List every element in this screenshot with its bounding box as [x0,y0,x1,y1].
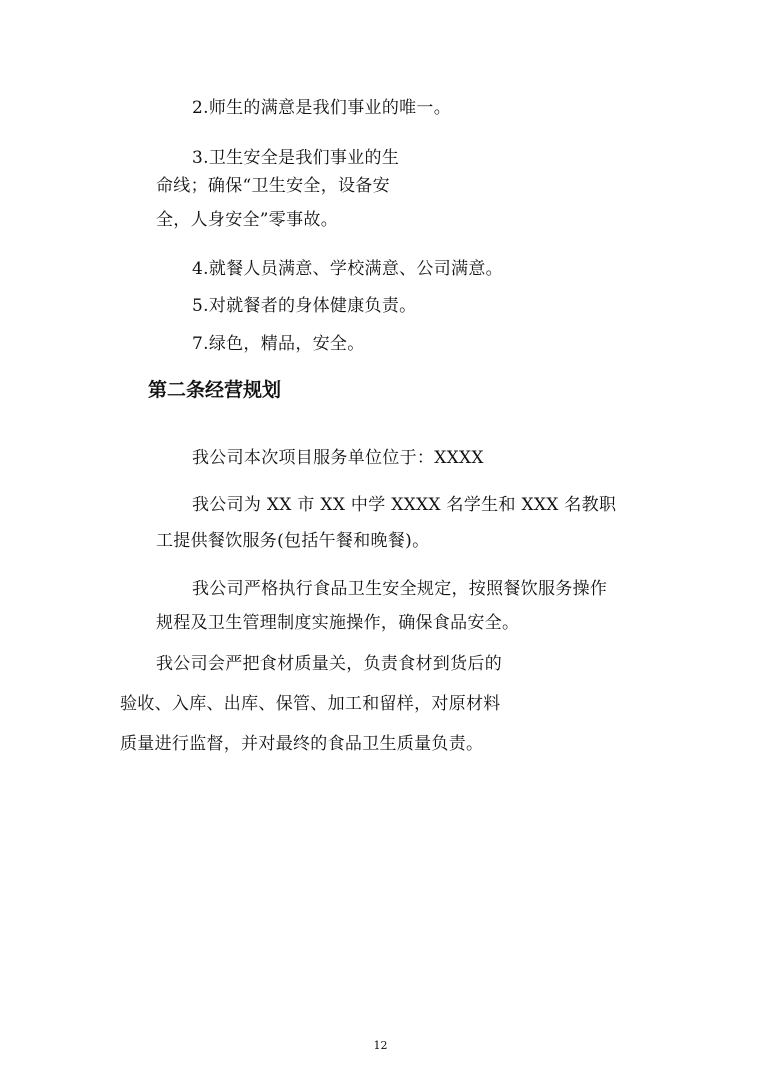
paragraph-2-line-2: 工提供餐饮服务(包括午餐和晚餐)。 [156,531,430,551]
paragraph-4-line-1: 我公司会严把食材质量关，负责食材到货后的 [156,654,502,674]
principle-item-3-line-2: 命线；确保“卫生安全，设备安 [156,176,390,196]
principle-item-2: 2.师生的满意是我们事业的唯一。 [192,98,452,118]
principle-item-3-line-3: 全，人身安全”零事故。 [156,210,338,230]
principle-item-5: 5.对就餐者的身体健康负责。 [192,296,417,316]
principle-item-3-line-1: 3.卫生安全是我们事业的生 [192,148,400,168]
paragraph-3-line-1: 我公司严格执行食品卫生安全规定，按照餐饮服务操作 [192,579,608,599]
paragraph-4-line-2: 验收、入库、出库、保管、加工和留样，对原材料 [120,694,501,714]
section-heading: 第二条经营规划 [148,379,282,401]
page-number: 12 [373,1039,388,1052]
principle-item-7: 7.绿色，精品，安全。 [192,334,365,354]
paragraph-2-line-1: 我公司为 XX 市 XX 中学 XXXX 名学生和 XXX 名教职 [192,495,617,515]
paragraph-1: 我公司本次项目服务单位位于：XXXX [192,448,484,468]
principle-item-4: 4.就餐人员满意、学校满意、公司满意。 [192,259,503,279]
paragraph-3-line-2: 规程及卫生管理制度实施操作，确保食品安全。 [156,613,520,633]
paragraph-4-line-3: 质量进行监督，并对最终的食品卫生质量负责。 [120,734,484,754]
